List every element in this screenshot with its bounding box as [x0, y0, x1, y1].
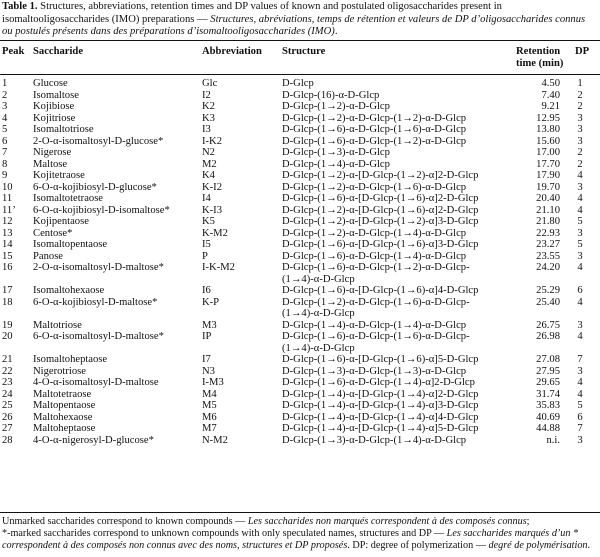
- structure-cell: [282, 377, 475, 389]
- structure-cell: [282, 228, 466, 240]
- structure-cell: [282, 412, 478, 424]
- retention-cell: 15.60: [536, 135, 560, 147]
- dp-cell: 4: [577, 296, 583, 308]
- dp-cell: 4: [577, 193, 583, 204]
- structure-cell: [282, 251, 466, 263]
- header-abbreviation: Abbreviation: [202, 46, 262, 57]
- peak-cell: 19: [2, 319, 13, 331]
- dp-cell: 2: [577, 89, 583, 101]
- abbreviation-cell: I5: [202, 239, 211, 250]
- structure-line: D-Glcp-(1→6)-α-D-Glcp-(1→6)-α-D-Glcp: [282, 124, 467, 135]
- abbreviation-cell: K-I3: [202, 204, 223, 216]
- saccharide-cell: 4-O-α-isomaltosyl-D-maltose: [33, 377, 159, 388]
- table-row: [0, 124, 600, 136]
- table-row: [0, 159, 600, 171]
- table-row: [0, 113, 600, 125]
- top-rule: [0, 40, 600, 41]
- structure-cell: [282, 159, 390, 171]
- structure-line: D-Glcp-(1→6)-α-[D-Glcp-(1→6)-α]4-D-Glcp: [282, 285, 479, 296]
- table-row: [0, 400, 600, 412]
- structure-cell: [282, 124, 466, 136]
- dp-cell: 3: [577, 365, 583, 377]
- abbreviation-cell: M3: [202, 319, 217, 331]
- saccharide-cell: Nigerose: [33, 147, 72, 158]
- peak-cell: 7: [2, 147, 8, 158]
- footnote-line2-end: .: [587, 540, 591, 551]
- saccharide-cell: Nigerotriose: [33, 365, 86, 377]
- abbreviation-cell: M4: [202, 388, 217, 400]
- structure-line: D-Glcp-(1→6)-α-D-Glcp-(1→6)-α-D-Glcp-: [282, 331, 470, 342]
- abbreviation-cell: Glc: [202, 78, 218, 89]
- dp-cell: 4: [577, 388, 583, 400]
- retention-cell: 23.27: [536, 239, 560, 250]
- peak-cell: 1: [2, 78, 8, 89]
- retention-cell: 4.50: [541, 78, 560, 89]
- peak-cell: 28: [2, 434, 13, 446]
- retention-cell: 13.80: [536, 124, 560, 135]
- table-row: [0, 262, 600, 285]
- structure-line: (1→4)-α-D-Glcp: [282, 273, 355, 285]
- footnote-line2-mid: . DP: degree of polymerization —: [347, 540, 489, 551]
- peak-cell: 24: [2, 388, 13, 400]
- abbreviation-cell: M6: [202, 411, 217, 423]
- header-retention-line2: time (min): [516, 58, 564, 69]
- retention-cell: 26.98: [536, 331, 560, 342]
- peak-cell: 12: [2, 216, 13, 227]
- retention-cell: 25.40: [536, 296, 560, 308]
- table-row: [0, 297, 600, 320]
- peak-cell: 8: [2, 158, 8, 170]
- abbreviation-cell: N3: [202, 365, 215, 377]
- structure-line: (1→4)-α-D-Glcp: [282, 308, 355, 319]
- dp-cell: 2: [577, 101, 583, 112]
- dp-cell: 4: [577, 262, 583, 273]
- table-row: [0, 423, 600, 435]
- structure-line: D-Glcp-(1→3)-α-D-Glcp-(1→3)-α-D-Glcp: [282, 365, 467, 377]
- footnote-line1-en: Unmarked saccharides correspond to known compounds —: [2, 516, 248, 527]
- saccharide-cell: 2-O-α-isomaltosyl-D-glucose*: [33, 135, 164, 147]
- structure-line: D-Glcp-(1→4)-α-D-Glcp: [282, 158, 390, 170]
- footnote-line2-fr2: degré de polymérisation: [488, 540, 588, 551]
- peak-cell: 23: [2, 377, 13, 388]
- retention-cell: 17.70: [536, 158, 560, 170]
- retention-cell: 21.80: [536, 216, 560, 227]
- footnote-line2-fr: Les saccharides marqués d’un * correspondent à des composés non connus avec des noms, structures et DP proposés: [2, 528, 579, 551]
- saccharide-cell: Kojibiose: [33, 101, 75, 112]
- structure-cell: [282, 239, 478, 251]
- peak-cell: 11’: [2, 204, 16, 216]
- structure-line: D-Glcp-(1→4)-α-[D-Glcp-(1→4)-α]4-D-Glcp: [282, 411, 479, 423]
- table-row: [0, 136, 600, 148]
- retention-cell: 20.40: [536, 193, 560, 204]
- table-row: [0, 377, 600, 389]
- structure-line: D-Glcp-(1→4)-α-[D-Glcp-(1→4)-α]3-D-Glcp: [282, 400, 479, 411]
- retention-cell: 44.88: [536, 423, 560, 434]
- dp-cell: 2: [577, 147, 583, 158]
- structure-cell: [282, 435, 466, 447]
- saccharide-cell: 6-O-α-kojibiosyl-D-isomaltose*: [33, 204, 170, 216]
- peak-cell: 27: [2, 423, 13, 434]
- abbreviation-cell: K2: [202, 101, 215, 112]
- structure-line: D-Glcp-(1→2)-α-[D-Glcp-(1→2)-α]2-D-Glcp: [282, 170, 479, 181]
- structure-cell: [282, 101, 390, 113]
- saccharide-cell: Kojitriose: [33, 112, 76, 124]
- table-row: [0, 182, 600, 194]
- abbreviation-cell: N-M2: [202, 434, 228, 446]
- peak-cell: 9: [2, 170, 8, 181]
- retention-cell: 40.69: [536, 411, 560, 423]
- peak-cell: 10: [2, 181, 13, 193]
- peak-cell: 4: [2, 112, 8, 124]
- dp-cell: 1: [577, 78, 583, 89]
- retention-cell: 12.95: [536, 112, 560, 124]
- dp-cell: 6: [577, 285, 583, 296]
- structure-line: D-Glcp-(1→2)-α-D-Glcp-(1→4)-α-D-Glcp: [282, 227, 467, 239]
- saccharide-cell: 6-O-α-kojibiosyl-D-maltose*: [33, 296, 158, 308]
- retention-cell: 7.40: [541, 89, 560, 101]
- structure-line: D-Glcp-(1→2)-α-D-Glcp-(1→6)-α-D-Glcp: [282, 181, 467, 193]
- peak-cell: 6: [2, 135, 8, 147]
- abbreviation-cell: K-M2: [202, 227, 228, 239]
- abbreviation-cell: I3: [202, 124, 211, 135]
- table-row: [0, 366, 600, 378]
- dp-cell: 4: [577, 170, 583, 181]
- structure-cell: [282, 147, 390, 159]
- peak-cell: 2: [2, 89, 8, 101]
- table-row: [0, 216, 600, 228]
- abbreviation-cell: N2: [202, 147, 215, 158]
- structure-line: D-Glcp-(1→4)-α-[D-Glcp-(1→4)-α]5-D-Glcp: [282, 423, 479, 434]
- table-row: [0, 251, 600, 263]
- dp-cell: 3: [577, 319, 583, 331]
- structure-cell: [282, 78, 314, 90]
- peak-cell: 3: [2, 101, 8, 112]
- table-row: [0, 90, 600, 102]
- dp-cell: 5: [577, 239, 583, 250]
- dp-cell: 3: [577, 434, 583, 446]
- peak-cell: 15: [2, 250, 13, 262]
- dp-cell: 3: [577, 181, 583, 193]
- abbreviation-cell: M5: [202, 400, 217, 411]
- dp-cell: 3: [577, 135, 583, 147]
- caption-text-en: Structures, abbreviations, retention times and DP values of known and postulated oligosaccharides present in isomaltooligosaccharides (IMO) preparations —: [2, 1, 502, 25]
- saccharide-cell: Maltoheptaose: [33, 423, 96, 434]
- header-rule: [0, 74, 600, 75]
- peak-cell: 25: [2, 400, 13, 411]
- saccharide-cell: 6-O-α-isomaltosyl-D-maltose*: [33, 331, 164, 342]
- dp-cell: 7: [577, 354, 583, 365]
- structure-line: D-Glcp-(1→2)-α-[D-Glcp-(1→2)-α]3-D-Glcp: [282, 216, 479, 227]
- retention-cell: 29.65: [536, 377, 560, 388]
- saccharide-cell: Isomaltotetraose: [33, 193, 104, 204]
- structure-cell: [282, 182, 466, 194]
- retention-cell: 31.74: [536, 388, 560, 400]
- retention-cell: 26.75: [536, 319, 560, 331]
- table-footnote: [2, 516, 596, 552]
- retention-cell: 27.95: [536, 365, 560, 377]
- saccharide-cell: Maltohexaose: [33, 411, 93, 423]
- peak-cell: 21: [2, 354, 13, 365]
- table-caption: [2, 1, 596, 39]
- retention-cell: 17.00: [536, 147, 560, 158]
- table-row: [0, 389, 600, 401]
- header-retention: [516, 46, 563, 70]
- dp-cell: 3: [577, 112, 583, 124]
- structure-cell: [282, 285, 478, 297]
- saccharide-cell: Isomaltose: [33, 89, 79, 101]
- structure-cell: [282, 423, 478, 435]
- peak-cell: 26: [2, 411, 13, 423]
- retention-cell: 17.90: [536, 170, 560, 181]
- peak-cell: 20: [2, 331, 13, 342]
- retention-cell: 22.93: [536, 227, 560, 239]
- saccharide-cell: Isomaltoheptaose: [33, 354, 108, 365]
- structure-line: D-Glcp: [282, 78, 314, 89]
- footnote-line1-end: ;: [526, 516, 530, 527]
- header-saccharide: Saccharide: [33, 46, 84, 57]
- peak-cell: 18: [2, 296, 13, 308]
- structure-cell: [282, 297, 470, 320]
- structure-cell: [282, 193, 478, 205]
- dp-cell: 4: [577, 204, 583, 216]
- saccharide-cell: Maltotriose: [33, 319, 82, 331]
- table-row: [0, 101, 600, 113]
- structure-line: D-Glcp-(1→2)-α-[D-Glcp-(1→6)-α]2-D-Glcp: [282, 204, 479, 216]
- table-row: [0, 147, 600, 159]
- retention-cell: 9.21: [541, 101, 560, 112]
- peak-cell: 22: [2, 365, 13, 377]
- structure-line: D-Glcp-(1→2)-α-D-Glcp-(1→6)-α-D-Glcp-: [282, 296, 470, 308]
- peak-cell: 17: [2, 285, 13, 296]
- structure-cell: [282, 205, 478, 217]
- dp-cell: 3: [577, 124, 583, 135]
- caption-text-fr: Structures, abréviations, temps de rétention et valeurs de DP d’oligosaccharides connus ou postulés présents dans des préparations d’isomaltooligosaccharides (IMO): [2, 13, 586, 38]
- saccharide-cell: Panose: [33, 250, 64, 262]
- saccharide-cell: Maltose: [33, 158, 68, 170]
- caption-end: .: [334, 26, 338, 38]
- header-retention-line1: Retention: [516, 46, 561, 57]
- retention-cell: 21.10: [536, 204, 560, 216]
- footnote-line1-fr: Les saccharides non marqués correspondent à des composés connus: [247, 516, 527, 527]
- table-row: [0, 285, 600, 297]
- saccharide-cell: 6-O-α-kojibiosyl-D-glucose*: [33, 181, 157, 193]
- header-dp: DP: [575, 46, 590, 57]
- peak-cell: 5: [2, 124, 8, 135]
- retention-cell: 35.83: [536, 400, 560, 411]
- dp-cell: 3: [577, 250, 583, 262]
- abbreviation-cell: I-K-M2: [202, 262, 235, 273]
- abbreviation-cell: K-P: [202, 296, 220, 308]
- saccharide-cell: Isomaltohexaose: [33, 285, 105, 296]
- structure-cell: [282, 331, 470, 354]
- saccharide-cell: Centose*: [33, 227, 73, 239]
- structure-line: D-Glcp-(1→4)-α-[D-Glcp-(1→4)-α]2-D-Glcp: [282, 388, 479, 400]
- structure-line: D-Glcp-(1→6)-α-[D-Glcp-(1→6)-α]2-D-Glcp: [282, 193, 479, 204]
- structure-cell: [282, 389, 478, 401]
- structure-cell: [282, 136, 466, 148]
- table-row: [0, 320, 600, 332]
- abbreviation-cell: K5: [202, 216, 215, 227]
- abbreviation-cell: P: [202, 250, 208, 262]
- structure-line: (1→4)-α-D-Glcp: [282, 342, 355, 354]
- saccharide-cell: Glucose: [33, 78, 68, 89]
- abbreviation-cell: I4: [202, 193, 211, 204]
- dp-cell: 3: [577, 227, 583, 239]
- dp-cell: 5: [577, 400, 583, 411]
- table-row: [0, 170, 600, 182]
- table-row: [0, 78, 600, 90]
- retention-cell: 24.20: [536, 262, 560, 273]
- saccharide-cell: 4-O-α-nigerosyl-D-glucose*: [33, 434, 154, 446]
- table-row: [0, 435, 600, 447]
- abbreviation-cell: I-M3: [202, 377, 224, 388]
- structure-cell: [282, 354, 478, 366]
- abbreviation-cell: I-K2: [202, 135, 223, 147]
- table-row: [0, 354, 600, 366]
- dp-cell: 7: [577, 423, 583, 434]
- abbreviation-cell: IP: [202, 331, 212, 342]
- structure-line: D-Glcp-(1→4)-α-D-Glcp-(1→4)-α-D-Glcp: [282, 319, 467, 331]
- table-row: [0, 193, 600, 205]
- structure-cell: [282, 113, 466, 125]
- retention-cell: 23.55: [536, 250, 560, 262]
- dp-cell: 4: [577, 377, 583, 388]
- structure-cell: [282, 170, 478, 182]
- abbreviation-cell: I2: [202, 89, 211, 101]
- table-row: [0, 228, 600, 240]
- structure-line: D-Glcp-(1→6)-α-[D-Glcp-(1→6)-α]5-D-Glcp: [282, 354, 479, 365]
- dp-cell: 4: [577, 331, 583, 342]
- table-row: [0, 331, 600, 354]
- peak-cell: 13: [2, 227, 13, 239]
- bottom-rule: [0, 512, 600, 513]
- saccharide-cell: Isomaltotriose: [33, 124, 94, 135]
- abbreviation-cell: I6: [202, 285, 211, 296]
- table-row: [0, 412, 600, 424]
- structure-line: D-Glcp-(1→6)-α-D-Glcp-(1→4)-α-D-Glcp: [282, 250, 467, 262]
- saccharide-cell: Isomaltopentaose: [33, 239, 108, 250]
- table-row: [0, 239, 600, 251]
- footnote-line2-en: *-marked saccharides correspond to unknown compounds with only speculated names, structures and DP —: [2, 528, 447, 539]
- structure-line: D-Glcp-(1→6)-α-D-Glcp-(1→4)-α]2-D-Glcp: [282, 377, 475, 388]
- retention-cell: 19.70: [536, 181, 560, 193]
- structure-line: D-Glcp-(1→2)-α-D-Glcp-(1→2)-α-D-Glcp: [282, 112, 467, 124]
- structure-line: D-Glcp-(1→6)-α-D-Glcp-(1→2)-α-D-Glcp: [282, 135, 467, 147]
- structure-cell: [282, 366, 466, 378]
- peak-cell: 11: [2, 193, 13, 204]
- saccharide-cell: Maltotetraose: [33, 388, 92, 400]
- structure-line: D-Glcp-(1→3)-α-D-Glcp-(1→4)-α-D-Glcp: [282, 434, 467, 446]
- dp-cell: 5: [577, 216, 583, 227]
- abbreviation-cell: I7: [202, 354, 211, 365]
- retention-cell: 25.29: [536, 285, 560, 296]
- header-peak: Peak: [2, 46, 25, 57]
- structure-line: D-Glcp-(16)-α-D-Glcp: [282, 89, 380, 101]
- abbreviation-cell: M2: [202, 158, 217, 170]
- structure-cell: [282, 320, 466, 332]
- retention-cell: n.i.: [546, 434, 560, 446]
- abbreviation-cell: K3: [202, 112, 215, 124]
- retention-cell: 27.08: [536, 354, 560, 365]
- structure-cell: [282, 262, 470, 285]
- structure-cell: [282, 400, 478, 412]
- abbreviation-cell: K4: [202, 170, 215, 181]
- structure-cell: [282, 216, 478, 228]
- header-structure: Structure: [282, 46, 326, 57]
- caption-label: Table 1.: [2, 1, 38, 12]
- saccharide-cell: Kojipentaose: [33, 216, 89, 227]
- abbreviation-cell: K-I2: [202, 181, 223, 193]
- table-row: [0, 205, 600, 217]
- structure-line: D-Glcp-(1→2)-α-D-Glcp: [282, 101, 390, 112]
- structure-line: D-Glcp-(1→6)-α-D-Glcp-(1→2)-α-D-Glcp-: [282, 262, 470, 273]
- dp-cell: 2: [577, 158, 583, 170]
- structure-line: D-Glcp-(1→3)-α-D-Glcp: [282, 147, 390, 158]
- abbreviation-cell: M7: [202, 423, 217, 434]
- structure-cell: [282, 90, 379, 102]
- structure-line: D-Glcp-(1→6)-α-[D-Glcp-(1→6)-α]3-D-Glcp: [282, 239, 479, 250]
- saccharide-cell: Maltopentaose: [33, 400, 96, 411]
- peak-cell: 16: [2, 262, 13, 273]
- saccharide-cell: 2-O-α-isomaltosyl-D-maltose*: [33, 262, 164, 273]
- saccharide-cell: Kojitetraose: [33, 170, 85, 181]
- dp-cell: 6: [577, 411, 583, 423]
- peak-cell: 14: [2, 239, 13, 250]
